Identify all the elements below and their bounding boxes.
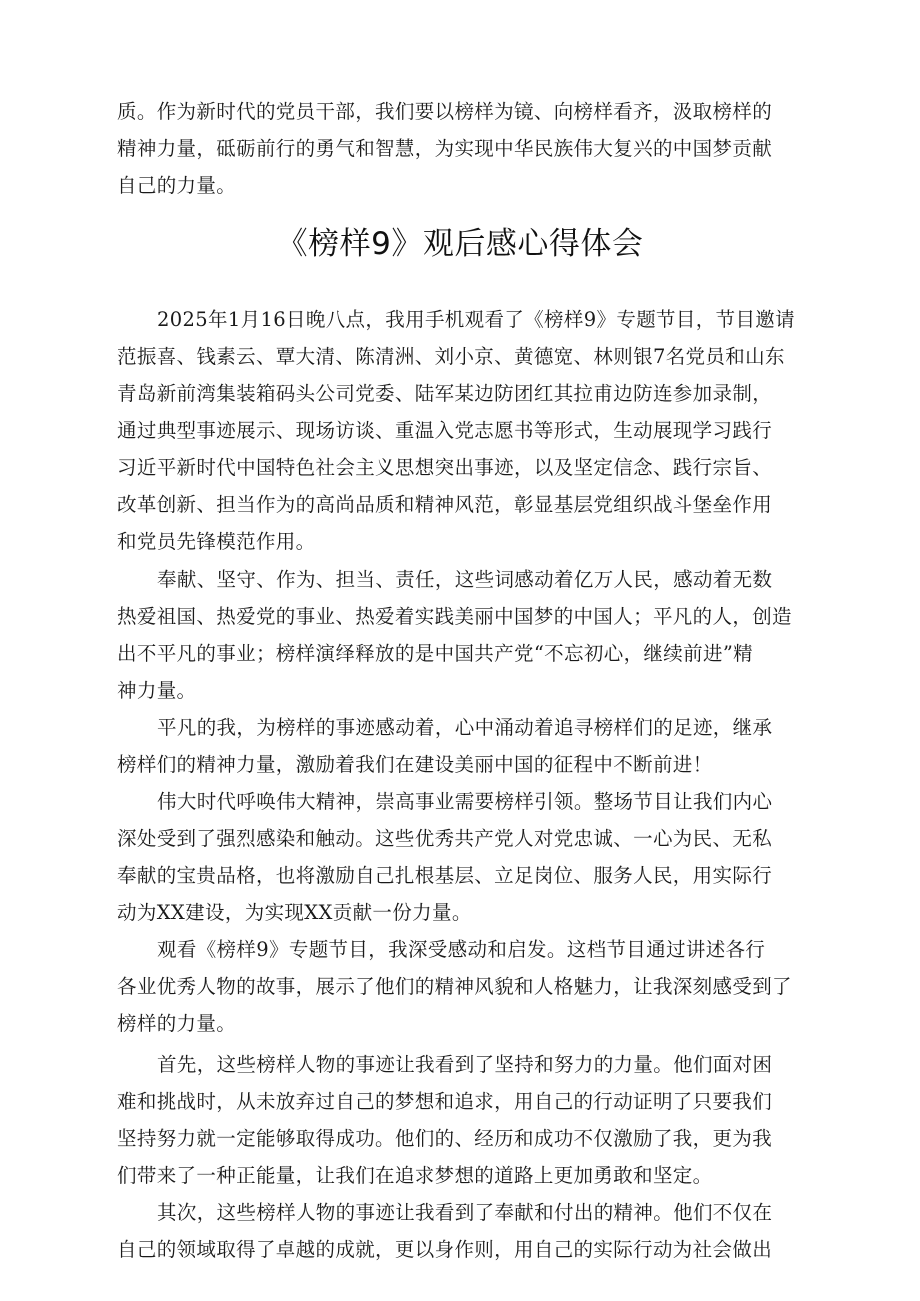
- paragraph-2: [117, 561, 827, 709]
- paragraph-1: [117, 301, 827, 560]
- paragraph-line: 们带来了一种正能量，让我们在追求梦想的道路上更加勇敢和坚定。: [117, 1164, 713, 1187]
- paragraph-line: 自己的领域取得了卓越的成就，更以身作则，用自己的实际行动为社会做出: [117, 1238, 773, 1261]
- paragraph-line: 奉献的宝贵品格，也将激励自己扎根基层、立足岗位、服务人民，用实际行: [117, 864, 773, 887]
- paragraph-line: 奉献、坚守、作为、担当、责任，这些词感动着亿万人民，感动着无数: [157, 568, 773, 591]
- paragraph-line: 和党员先锋模范作用。: [117, 530, 316, 553]
- document-title: 《榜样9》观后感心得体会: [276, 226, 644, 262]
- paragraph-line: 榜样的力量。: [117, 1012, 237, 1035]
- paragraph-3: [117, 709, 827, 783]
- paragraph-line: 难和挑战时，从未放弃过自己的梦想和追求，用自己的行动证明了只要我们: [117, 1090, 773, 1113]
- paragraph-line: 2025年1月16日晚八点，我用手机观看了《榜样9》专题节目，节目邀请: [157, 308, 796, 331]
- paragraph-line: 范振喜、钱素云、覃大清、陈清洲、刘小京、黄德宽、林则银7名党员和山东: [117, 345, 785, 368]
- paragraph-6: [117, 1046, 827, 1194]
- paragraph-7: [117, 1194, 827, 1268]
- paragraph-line: 平凡的我，为榜样的事迹感动着，心中涌动着追寻榜样们的足迹，继承: [157, 716, 773, 739]
- intro-line: 自己的力量。: [117, 174, 237, 197]
- paragraph-line: 神力量。: [117, 679, 197, 702]
- paragraph-line: 习近平新时代中国特色社会主义思想突出事迹，以及坚定信念、践行宗旨、: [117, 456, 773, 479]
- paragraph-line: 观看《榜样9》专题节目，我深受感动和启发。这档节目通过讲述各行: [157, 938, 766, 961]
- paragraph-4: [117, 783, 827, 931]
- paragraph-line: 通过典型事迹展示、现场访谈、重温入党志愿书等形式，生动展现学习践行: [117, 419, 773, 442]
- paragraph-line: 其次，这些榜样人物的事迹让我看到了奉献和付出的精神。他们不仅在: [157, 1201, 773, 1224]
- paragraph-line: 坚持努力就一定能够取得成功。他们的、经历和成功不仅激励了我，更为我: [117, 1127, 773, 1150]
- intro-line: 质。作为新时代的党员干部，我们要以榜样为镜、向榜样看齐，汲取榜样的: [117, 100, 773, 123]
- intro-paragraph: [117, 93, 827, 204]
- paragraph-line: 青岛新前湾集装箱码头公司党委、陆军某边防团红其拉甫边防连参加录制，: [117, 382, 773, 405]
- paragraph-line: 热爱祖国、热爱党的事业、热爱着实践美丽中国梦的中国人；平凡的人，创造: [117, 605, 792, 628]
- intro-line: 精神力量，砥砺前行的勇气和智慧，为实现中华民族伟大复兴的中国梦贡献: [117, 137, 773, 160]
- paragraph-line: 改革创新、担当作为的高尚品质和精神风范，彰显基层党组织战斗堡垒作用: [117, 493, 773, 516]
- paragraph-line: 伟大时代呼唤伟大精神，崇高事业需要榜样引领。整场节目让我们内心: [157, 790, 773, 813]
- paragraph-line: 出不平凡的事业；榜样演绎释放的是中国共产党“不忘初心，继续前进”精: [117, 642, 753, 665]
- paragraph-line: 首先，这些榜样人物的事迹让我看到了坚持和努力的力量。他们面对困: [157, 1053, 773, 1076]
- paragraph-line: 动为XX建设，为实现XX贡献一份力量。: [117, 901, 472, 924]
- paragraph-line: 深处受到了强烈感染和触动。这些优秀共产党人对党忠诚、一心为民、无私: [117, 827, 773, 850]
- paragraph-line: 榜样们的精神力量，激励着我们在建设美丽中国的征程中不断前进！: [117, 753, 713, 776]
- paragraph-5: [117, 931, 827, 1042]
- paragraph-line: 各业优秀人物的故事，展示了他们的精神风貌和人格魅力，让我深刻感受到了: [117, 975, 792, 998]
